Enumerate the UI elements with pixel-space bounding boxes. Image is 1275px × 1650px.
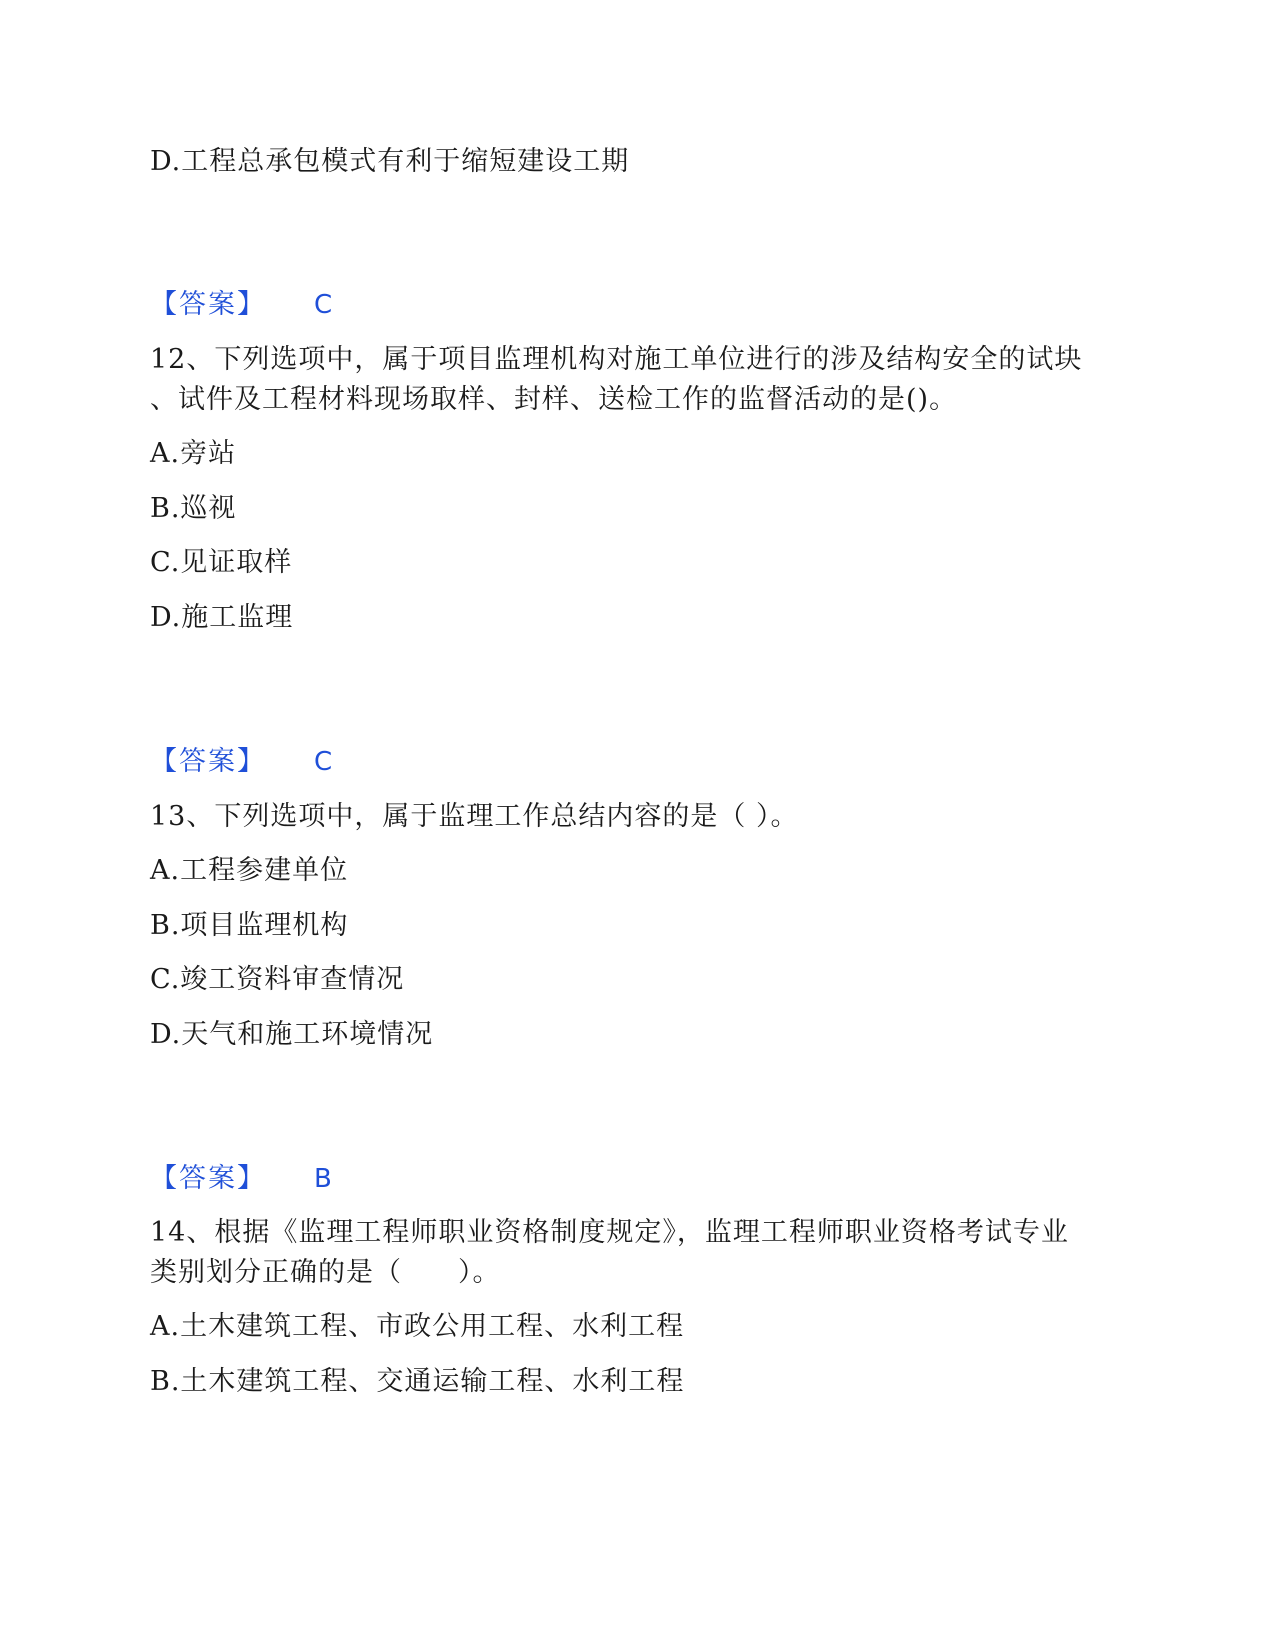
option-b: B.项目监理机构 bbox=[150, 910, 349, 941]
question-stem-line: 13、下列选项中，属于监理工作总结内容的是（ ）。 bbox=[150, 801, 799, 832]
answer-label: 【答案】 bbox=[150, 1163, 266, 1194]
option-c: C.见证取样 bbox=[150, 547, 293, 578]
answer-row bbox=[150, 742, 332, 782]
answer-value: C bbox=[314, 747, 333, 777]
option-a: A.工程参建单位 bbox=[150, 855, 349, 886]
answer-value: C bbox=[314, 290, 333, 320]
option-d: D.施工监理 bbox=[150, 602, 294, 633]
option-a: A.土木建筑工程、市政公用工程、水利工程 bbox=[150, 1311, 685, 1342]
question-stem-line: 12、下列选项中，属于项目监理机构对施工单位进行的涉及结构安全的试块 bbox=[150, 344, 1083, 375]
answer-row bbox=[150, 285, 332, 325]
answer-value: B bbox=[314, 1164, 332, 1194]
option-d: D.天气和施工环境情况 bbox=[150, 1019, 434, 1050]
answer-label: 【答案】 bbox=[150, 746, 266, 777]
option-b: B.土木建筑工程、交通运输工程、水利工程 bbox=[150, 1366, 685, 1397]
option-a: A.旁站 bbox=[150, 438, 237, 469]
option-d-prev: D.工程总承包模式有利于缩短建设工期 bbox=[150, 146, 630, 177]
question-stem-line: 14、根据《监理工程师职业资格制度规定》，监理工程师职业资格考试专业 bbox=[150, 1217, 1069, 1248]
question-stem-line: 类别划分正确的是（ ）。 bbox=[150, 1257, 501, 1288]
answer-label: 【答案】 bbox=[150, 289, 266, 320]
option-c: C.竣工资料审查情况 bbox=[150, 964, 405, 995]
answer-row bbox=[150, 1159, 332, 1199]
option-b: B.巡视 bbox=[150, 493, 237, 524]
question-stem-line: 、试件及工程材料现场取样、封样、送检工作的监督活动的是()。 bbox=[150, 384, 958, 415]
